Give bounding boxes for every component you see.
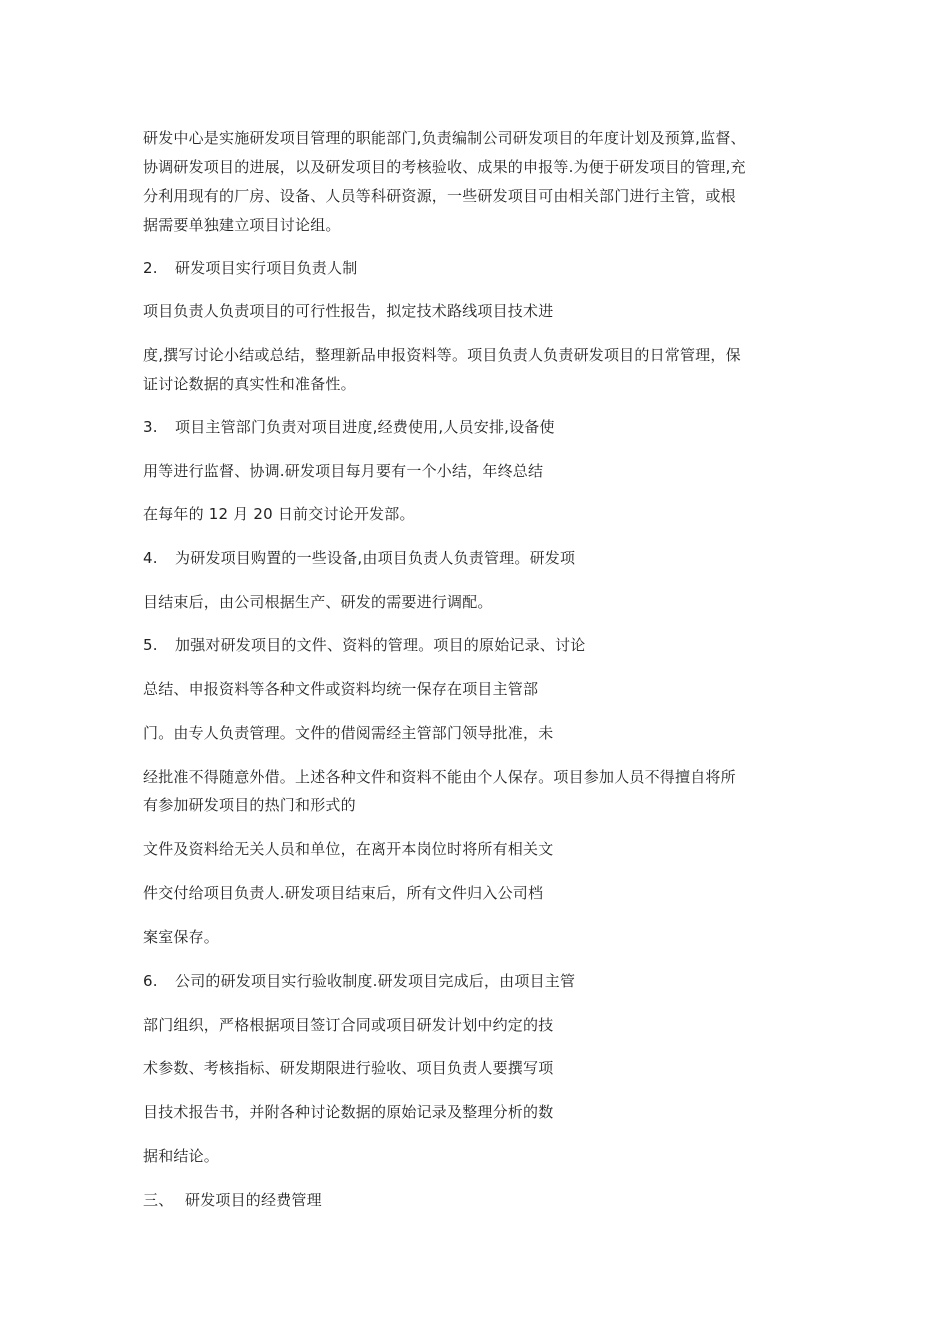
item-text: 加强对研发项目的文件、资料的管理。项目的原始记录、讨论 (175, 636, 586, 654)
paragraph-line: 项目负责人负责项目的可行性报告，拟定技术路线项目技术进 (143, 302, 554, 320)
item-text: 公司的研发项目实行验收制度.研发项目完成后，由项目主管 (175, 972, 576, 990)
numbered-item (143, 968, 813, 994)
paragraph-line: 度,撰写讨论小结或总结，整理新品申报资料等。项目负责人负责研发项目的日常管理，保 (143, 346, 741, 364)
numbered-item (143, 414, 813, 440)
item-number: 3. (143, 418, 158, 436)
numbered-item (143, 545, 813, 571)
section-number: 三、 (143, 1191, 174, 1209)
paragraph-line: 术参数、考核指标、研发期限进行验收、项目负责人要撰写项 (143, 1059, 554, 1077)
paragraph-line: 部门组织，严格根据项目签订合同或项目研发计划中约定的技 (143, 1016, 554, 1034)
item-text: 项目主管部门负责对项目进度,经费使用,人员安排,设备使 (175, 418, 555, 436)
paragraph-line: 分利用现有的厂房、设备、人员等科研资源，一些研发项目可由相关部门进行主管，或根 (143, 187, 736, 205)
item-number: 5. (143, 636, 158, 654)
numbered-item (143, 255, 813, 281)
paragraph-line: 据需要单独建立项目讨论组。 (143, 216, 341, 234)
paragraph-line: 门。由专人负责管理。文件的借阅需经主管部门领导批准，未 (143, 724, 554, 742)
section-title: 研发项目的经费管理 (185, 1191, 322, 1209)
paragraph-line: 在每年的 12 月 20 日前交讨论开发部。 (143, 505, 415, 523)
item-text: 研发项目实行项目负责人制 (175, 259, 358, 277)
item-number: 4. (143, 549, 158, 567)
item-number: 2. (143, 259, 158, 277)
paragraph-line: 据和结论。 (143, 1147, 220, 1165)
item-text: 为研发项目购置的一些设备,由项目负责人负责管理。研发项 (175, 549, 576, 567)
paragraph-line: 协调研发项目的进展，以及研发项目的考核验收、成果的申报等.为便于研发项目的管理,充 (143, 158, 746, 176)
paragraph-line: 证讨论数据的真实性和准备性。 (143, 375, 356, 393)
item-number: 6. (143, 972, 158, 990)
paragraph-line: 总结、申报资料等各种文件或资料均统一保存在项目主管部 (143, 680, 539, 698)
section-heading (143, 1187, 813, 1213)
paragraph-line: 件交付给项目负责人.研发项目结束后，所有文件归入公司档 (143, 884, 544, 902)
paragraph-line: 案室保存。 (143, 928, 220, 946)
paragraph-line: 目技术报告书，并附各种讨论数据的原始记录及整理分析的数 (143, 1103, 554, 1121)
paragraph-line: 有参加研发项目的热门和形式的 (143, 796, 356, 814)
paragraph-line: 目结束后，由公司根据生产、研发的需要进行调配。 (143, 593, 493, 611)
numbered-item (143, 632, 813, 658)
paragraph-line: 研发中心是实施研发项目管理的职能部门,负责编制公司研发项目的年度计划及预算,监督、 (143, 129, 746, 147)
paragraph-line: 用等进行监督、协调.研发项目每月要有一个小结，年终总结 (143, 462, 544, 480)
paragraph-line: 经批准不得随意外借。上述各种文件和资料不能由个人保存。项目参加人员不得擅自将所 (143, 768, 736, 786)
paragraph-line: 文件及资料给无关人员和单位，在离开本岗位时将所有相关文 (143, 840, 554, 858)
